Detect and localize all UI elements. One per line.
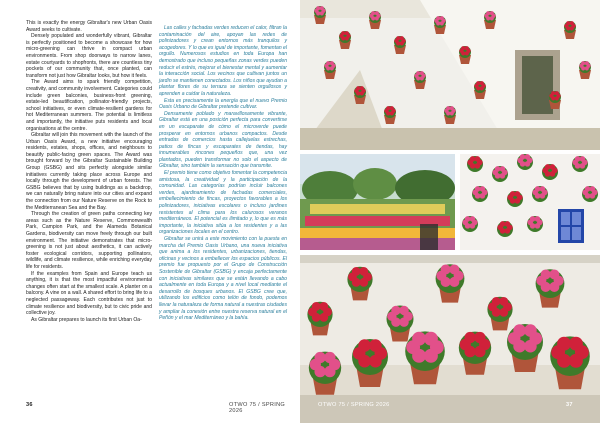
spanish-paragraph: Gibraltar se unirá a este movimiento con la puesta en marcha del Premio Oasis Urbano, una nueva iniciativa que anima a los residentes, urbanizaciones, tiendas, oficinas y vecinos a embellecer los espacios públicos. El premio fue propuesto por el Grupo de Construcción Sostenible de Gibraltar (GSBG) y encaja perfectamente con iniciativas similares que se están llevando a cabo actualmente en toda Europa y a nivel local mediante el desarrollo de bosques urbanos. El GSBG cree que, utilizando los edificios como telón de fondo, podemos llevar la naturaleza de forma natural a nuestras ciudades y ampliar la conexión entre nuestra reserva natural en el Peñón y el mar Mediterráneo y la bahía. (159, 236, 287, 322)
english-paragraph: As Gibraltar prepares to launch its first Urban Oa- (31, 316, 142, 323)
english-paragraph: Through the creation of green paths connecting key areas such as the Nature Reserve, Commonwealth Park, Campion Park, and the Alameda Botanical Gardens, biodiversity can move freely through our built environment. The initiative demonstrates that micro-greening is not just about aesthetics, it can actively foster ecological corridors, supporting pollinators, wildlife, and climate resilience, while enriching everyday life for residents. (26, 211, 152, 270)
spanish-paragraph: Las calles y fachadas verdes reducen el calor, filtran la contaminación del aire, apoyan las redes de polinizadores y crean entornos más tranquilos y acogedores. Y lo que es igual de importante, fomentan el orgullo. Numerosos estudios en toda Europa han demostrado que incluso pequeñas zonas verdes pueden reducir el estrés, mejorar el bienestar mental y aumentar la interacción social. Los vecinos que cultivan juntos un jardín se mantienen conectados. Los niños que ayudan a plantar flores de su terraza se sienten orgullosos y aprenden a cuidar la naturaleza. (159, 25, 287, 97)
right-footer-magazine (318, 402, 390, 408)
courtyard-wall-photo (300, 0, 600, 150)
spanish-paragraph: El premio tiene como objetivo fomentar la competencia amistosa, la creatividad y la participación de la comunidad. Las categorías podrían incluir balcones verdes, ajardinamiento de fachadas comerciales, embellecimiento de fincas, proyectos favorables a los polinizadores, iniciativas escolares o incluso jardines resistentes al clima para los calurosos veranos mediterráneos. El potencial es ilimitado y, lo que es más importante, la iniciativa sitúa a los residentes y a las organizaciones locales en el centro. (159, 170, 287, 236)
english-paragraph: Densely populated and wonderfully vibrant, Gibraltar is perfectly positioned to become a showcase for how micro-greening can thrive in compact urban environments. From shop doorways to narrow lanes, estate courtyards to shopfronts, there are countless tiny pockets of our community that, once planted, can transform not just how Gibraltar looks, but how it feels. (26, 33, 152, 79)
english-paragraph: If the examples from Spain and Europe teach us anything, it is that the most impactful environmental changes often start at the smallest scale. A planter on a balcony. A vine on a wall. A shared effort to bring life to a neglected passageway. Each contributes not just to climate resilience and biodiversity, but to civic pride and collective joy. (26, 270, 152, 317)
blue-window-photo (460, 154, 600, 250)
english-paragraph: This is exactly the energy Gibraltar's new Urban Oasis Award seeks to cultivate. (26, 20, 152, 33)
spanish-paragraph: Esta es precisamente la energía que el nuevo Premio Oasis Urbano de Gibraltar pretende cultivar. (159, 97, 287, 111)
magazine-issue: OTWO 75 / SPRING 2026 (318, 402, 390, 408)
english-paragraph: The Award aims to spark friendly competition, creativity, and community involvement. Categories could include green balconies, business-front greening, estate-led beautification, pollinator-friendly projects, school initiatives, or even climate-resilient gardens for hot Mediterranean summers. The potential is limitless and importantly, the initiative puts residents and local organisations at the centre. (26, 79, 152, 132)
right-page (300, 0, 600, 423)
english-paragraph: Gibraltar will join this movement with the launch of the Urban Oasis Award, a new initiative encouraging residents, estates, shops, offices, and neighbours to beautify public-facing green spaces. The Award was brought forward by the Gibraltar Sustainable Building Group (GSBG) and sits perfectly alongside similar initiatives currently taking place across Europe and locally through the development of urban forests. The GSBG believes that by using buildings as a backdrop, we can naturally bring nature into our cities and expand the connection from our Nature Reserve on the Rock to the Mediterranean Sea and the Bay. (26, 132, 152, 211)
spanish-article-column (159, 25, 287, 322)
magazine-issue: OTWO 75 / SPRING 2026 (229, 402, 286, 414)
left-footer-magazine (229, 402, 300, 414)
spanish-paragraph: Densamente poblado y maravillosamente vibrante, Gibraltar está en una posición perfecta para convertirse en un escaparate de cómo el microverde puede prosperar en entornos urbanos compactos. Desde entradas de comercios hasta callejuelas estrechas, patios de fincas y escaparates de tiendas, hay innumerables rincones pequeños que, una vez plantados, pueden transformar no solo el aspecto de Gibraltar, sino también la sensación que transmite. (159, 110, 287, 170)
left-footer (26, 402, 33, 408)
page-number: 37 (566, 402, 573, 408)
right-footer (566, 402, 573, 408)
english-article-column (26, 20, 152, 323)
potted-geraniums-photo (300, 255, 600, 423)
page-number: 36 (26, 402, 33, 408)
garden-beds-photo (300, 154, 455, 250)
